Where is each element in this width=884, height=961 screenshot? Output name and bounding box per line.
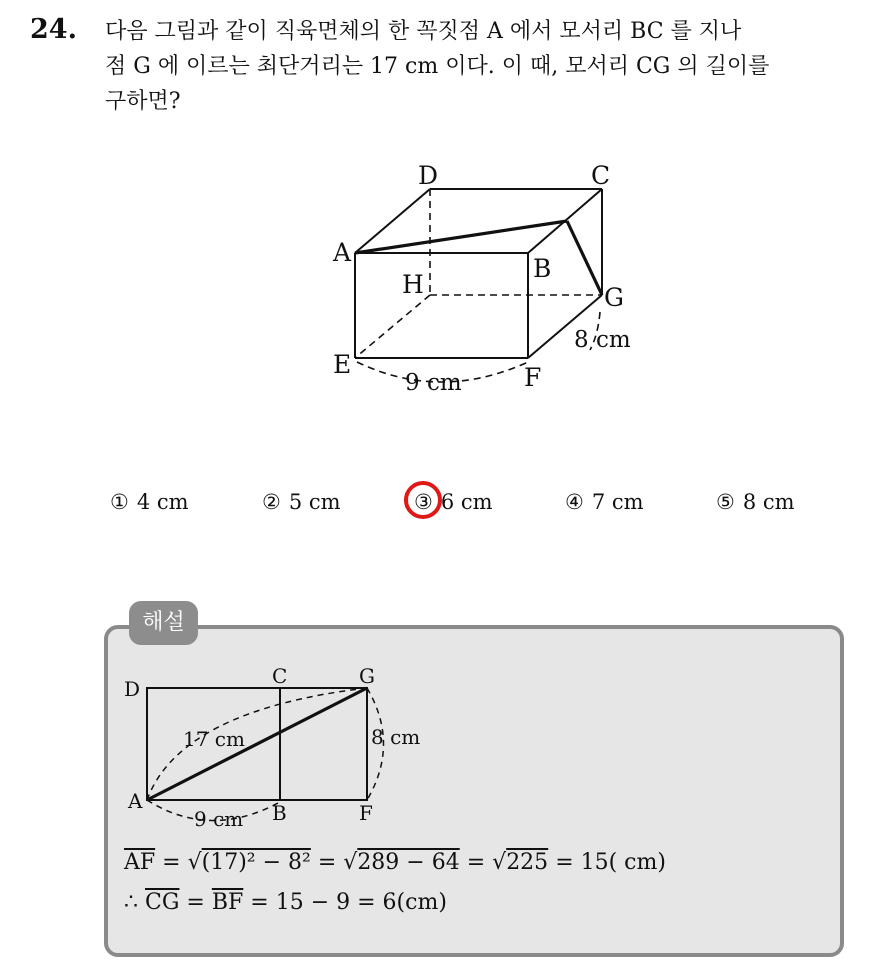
choice-mark: ① (110, 490, 129, 514)
segment-bf: $\overline{BF}$ (211, 890, 244, 915)
choice-mark: ⑤ (716, 490, 735, 514)
choice-text: 6 cm (440, 490, 493, 514)
choice-4[interactable] (565, 490, 644, 514)
label-e: E (333, 350, 352, 379)
therefore-symbol: ∴ (124, 890, 138, 915)
choice-text: 8 cm (742, 490, 795, 514)
question-line: 구하면? (105, 89, 181, 114)
sqrt-icon: √ (492, 850, 507, 875)
question-line: 점 G 에 이르는 최단거리는 17 cm 이다. 이 때, 모서리 CG 의 길이를 (105, 54, 770, 79)
result: = 15( cm) (555, 850, 666, 875)
equals-sign: = (162, 850, 181, 875)
edge-he (355, 295, 430, 358)
solution-formula-1 (124, 850, 666, 875)
net-label-a: A (128, 789, 143, 813)
label-8cm: 8 cm (574, 327, 631, 353)
choice-5[interactable] (716, 490, 795, 514)
cuboid-figure (0, 0, 884, 440)
radicand: 225 (506, 850, 549, 875)
choice-text: 5 cm (288, 490, 341, 514)
segment-cg: $\overline{CG}$ (145, 890, 180, 915)
choice-text: 4 cm (136, 490, 189, 514)
net-label-c: C (272, 664, 288, 688)
answer-choices (0, 490, 884, 524)
question-number: 24. (30, 14, 77, 45)
sqrt-icon: √ (343, 850, 358, 875)
choice-1[interactable] (110, 490, 189, 514)
net-label-f: F (359, 801, 373, 825)
choice-mark: ② (262, 490, 281, 514)
equals-sign: = (317, 850, 337, 875)
net-label-8cm: 8 cm (371, 725, 421, 749)
label-g: G (604, 283, 624, 312)
net-label-d: D (124, 677, 141, 701)
label-a: A (333, 238, 352, 267)
result: = 15 − 9 = 6(cm) (250, 890, 447, 915)
radicand: (17)² − 8² (201, 850, 311, 875)
net-label-g: G (359, 664, 375, 688)
radicand: 289 − 64 (357, 850, 460, 875)
label-h: H (402, 270, 424, 299)
net-label-9cm: 9 cm (194, 807, 244, 831)
equals-sign: = (466, 850, 486, 875)
label-c: C (591, 161, 611, 190)
choice-2[interactable] (262, 490, 341, 514)
sqrt-icon: √ (187, 850, 202, 875)
solution-formula-2 (124, 890, 447, 915)
net-diagonal-ag (147, 688, 367, 800)
answer-circle-mark (404, 481, 442, 519)
choice-mark: ③ (414, 490, 433, 514)
label-9cm: 9 cm (405, 370, 462, 396)
net-label-17cm: 17 cm (183, 727, 245, 751)
segment-af: $\overline{AF}$ (124, 850, 156, 875)
shortest-path-2 (567, 221, 602, 295)
label-f: F (524, 363, 542, 392)
choice-text: 7 cm (591, 490, 644, 514)
label-d: D (418, 161, 439, 190)
net-label-b: B (272, 801, 287, 825)
equals-sign: = (186, 890, 205, 915)
label-b: B (533, 254, 552, 283)
solution-tab: 해설 (129, 601, 198, 645)
choice-mark: ④ (565, 490, 584, 514)
solution-net-figure (0, 640, 884, 850)
question-line: 다음 그림과 같이 직육면체의 한 꼭짓점 A 에서 모서리 BC 를 지나 (105, 19, 742, 44)
